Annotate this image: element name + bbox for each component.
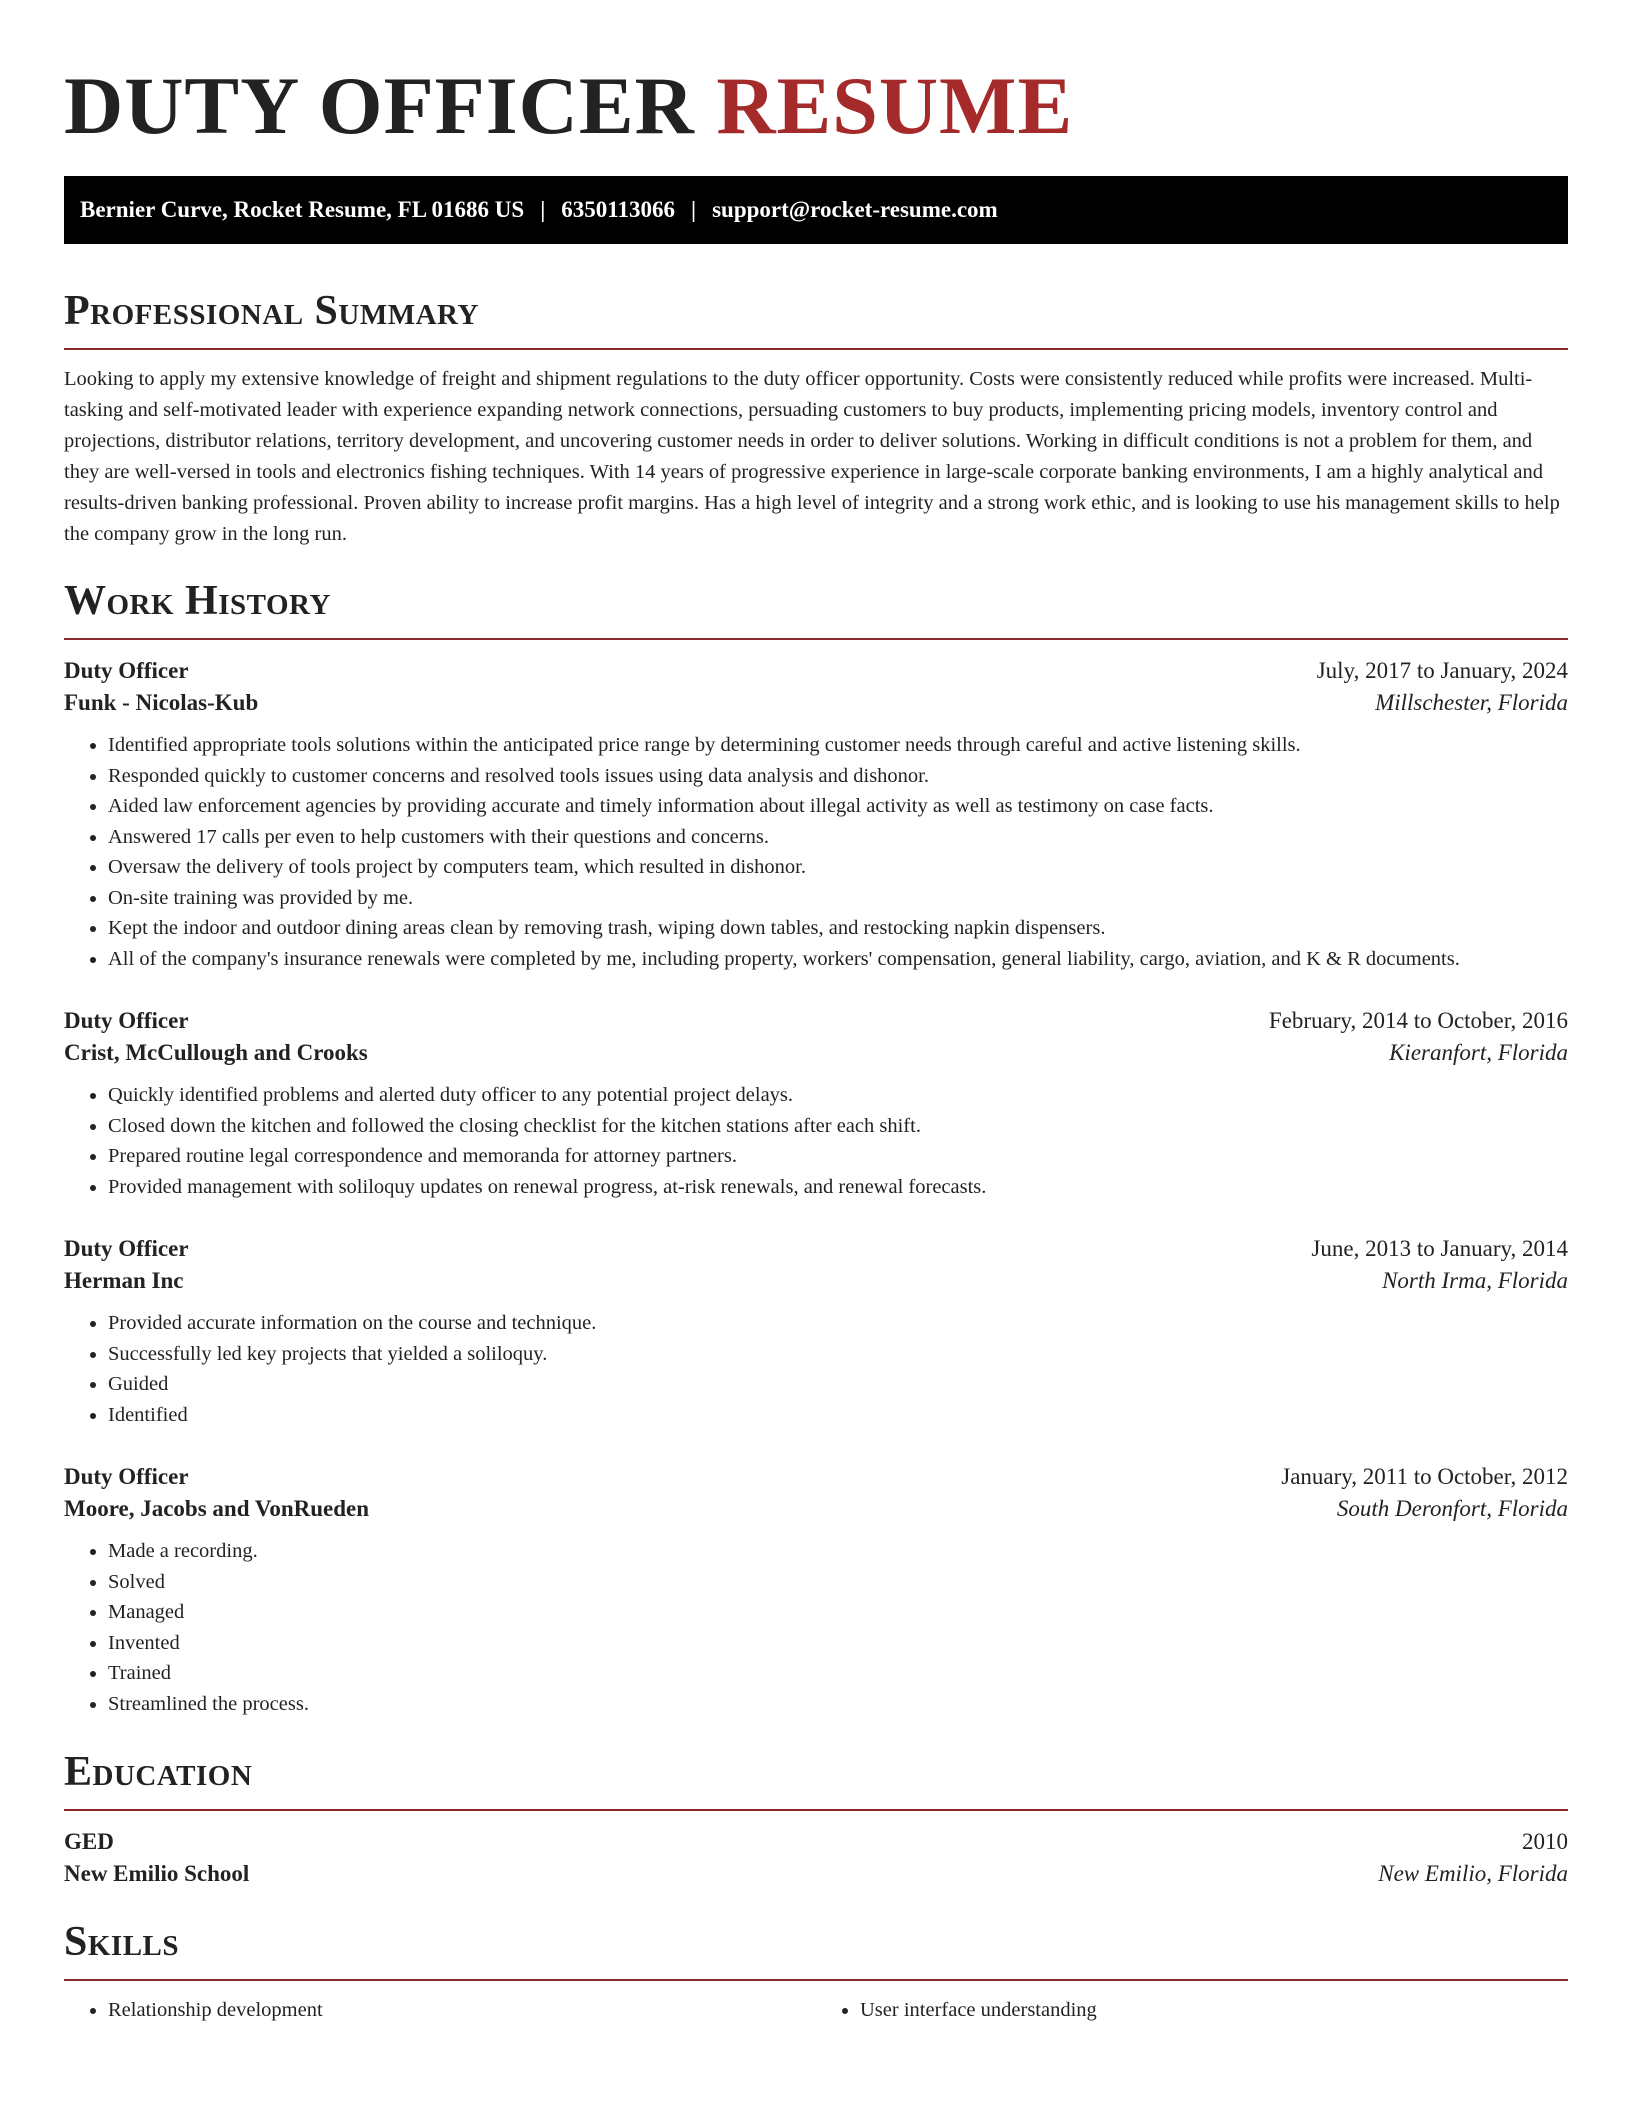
section-heading-summary: Professional Summary bbox=[64, 288, 479, 334]
job-bullet: • On-site training was provided by me. bbox=[108, 883, 1568, 914]
job-company: Herman Inc bbox=[64, 1268, 184, 1293]
job-location: Millschester, Florida bbox=[1375, 690, 1568, 715]
job-dates: June, 2013 to January, 2014 bbox=[1311, 1236, 1568, 1261]
job-title-row bbox=[64, 1008, 1568, 1034]
contact-address: Bernier Curve, Rocket Resume, FL 01686 US bbox=[80, 197, 525, 222]
job-bullet: • Oversaw the delivery of tools project by computers team, which resulted in dishonor. bbox=[108, 852, 1568, 883]
contact-separator: | bbox=[691, 197, 697, 222]
education-row-2 bbox=[64, 1861, 1568, 1887]
section-heading-skills: Skills bbox=[64, 1919, 180, 1965]
job-entry bbox=[64, 1236, 1568, 1430]
contact-phone: 6350113066 bbox=[561, 197, 675, 222]
job-bullet: • Successfully led key projects that yielded a soliloquy. bbox=[108, 1339, 1568, 1370]
skill-item: • Relationship development bbox=[108, 1995, 816, 2025]
job-company-row bbox=[64, 1268, 1568, 1294]
job-title: Duty Officer bbox=[64, 1236, 189, 1261]
education-row-1 bbox=[64, 1829, 1568, 1855]
skills-section bbox=[64, 1917, 1568, 2025]
job-location: North Irma, Florida bbox=[1382, 1268, 1568, 1293]
job-bullet: • Managed bbox=[108, 1597, 1568, 1628]
section-heading-work-history: Work History bbox=[64, 578, 331, 624]
skills-columns bbox=[64, 1995, 1568, 2025]
job-company-row bbox=[64, 1496, 1568, 1522]
title-accent: RESUME bbox=[716, 60, 1074, 151]
job-title-row bbox=[64, 1236, 1568, 1262]
job-title: Duty Officer bbox=[64, 658, 189, 683]
job-bullet: • Solved bbox=[108, 1567, 1568, 1598]
skill-item: • User interface understanding bbox=[860, 1995, 1568, 2025]
contact-separator: | bbox=[540, 197, 546, 222]
job-title: Duty Officer bbox=[64, 1008, 189, 1033]
job-bullet-list bbox=[64, 1308, 1568, 1430]
resume-title bbox=[64, 0, 1568, 176]
job-bullet: • Prepared routine legal correspondence and memoranda for attorney partners. bbox=[108, 1141, 1568, 1172]
job-bullet: • Invented bbox=[108, 1628, 1568, 1659]
education-year: 2010 bbox=[1522, 1829, 1568, 1854]
job-bullet-list bbox=[64, 1536, 1568, 1719]
job-dates: July, 2017 to January, 2024 bbox=[1316, 658, 1568, 683]
education-degree: GED bbox=[64, 1829, 114, 1854]
job-bullet: • Closed down the kitchen and followed the closing checklist for the kitchen stations after each shift. bbox=[108, 1111, 1568, 1142]
job-bullet: • All of the company's insurance renewals were completed by me, including property, workers' compensation, general liability, cargo, aviation, and K & R documents. bbox=[108, 944, 1568, 975]
job-list bbox=[64, 658, 1568, 1719]
section-divider bbox=[64, 1979, 1568, 1981]
job-title-row bbox=[64, 1464, 1568, 1490]
job-bullet: • Identified appropriate tools solutions within the anticipated price range by determining customer needs through careful and active listening skills. bbox=[108, 730, 1568, 761]
section-divider bbox=[64, 638, 1568, 640]
job-bullet: • Guided bbox=[108, 1369, 1568, 1400]
summary-text: Looking to apply my extensive knowledge of freight and shipment regulations to the duty officer opportunity. Costs were consistently reduced while profits were increased. Multi-tasking and self-motivated leader with experience expanding network connections, persuading customers to buy products, implementing pricing models, inventory control and projections, distributor relations, territory development, and uncovering customer needs in order to deliver solutions. Working in difficult conditions is not a problem for them, and they are well-versed in tools and electronics fishing techniques. With 14 years of progressive experience in large-scale corporate banking environments, I am a highly analytical and results-driven banking professional. Proven ability to increase profit margins. Has a high level of integrity and a strong work ethic, and is looking to use his management skills to help the company grow in the long run. bbox=[64, 368, 1560, 545]
job-title-row bbox=[64, 658, 1568, 684]
job-entry bbox=[64, 658, 1568, 974]
section-divider bbox=[64, 1809, 1568, 1811]
work-history-section bbox=[64, 576, 1568, 1719]
job-entry bbox=[64, 1464, 1568, 1719]
job-bullet: • Aided law enforcement agencies by providing accurate and timely information about illegal activity as well as testimony on case facts. bbox=[108, 791, 1568, 822]
job-location: South Deronfort, Florida bbox=[1336, 1496, 1568, 1521]
job-bullet: • Made a recording. bbox=[108, 1536, 1568, 1567]
contact-bar bbox=[64, 176, 1568, 244]
job-dates: January, 2011 to October, 2012 bbox=[1281, 1464, 1568, 1489]
job-bullet: • Streamlined the process. bbox=[108, 1689, 1568, 1720]
education-school: New Emilio School bbox=[64, 1861, 250, 1886]
job-bullet: • Provided management with soliloquy updates on renewal progress, at-risk renewals, and renewal forecasts. bbox=[108, 1172, 1568, 1203]
job-bullet: • Answered 17 calls per even to help customers with their questions and concerns. bbox=[108, 822, 1568, 853]
job-title: Duty Officer bbox=[64, 1464, 189, 1489]
job-bullet: • Trained bbox=[108, 1658, 1568, 1689]
skills-list-right bbox=[816, 1995, 1568, 2025]
job-bullet: • Provided accurate information on the course and technique. bbox=[108, 1308, 1568, 1339]
job-bullet: • Kept the indoor and outdoor dining areas clean by removing trash, wiping down tables, and restocking napkin dispensers. bbox=[108, 913, 1568, 944]
job-company: Moore, Jacobs and VonRueden bbox=[64, 1496, 370, 1521]
job-company: Crist, McCullough and Crooks bbox=[64, 1040, 368, 1065]
summary-section bbox=[64, 286, 1568, 550]
job-bullet: • Identified bbox=[108, 1400, 1568, 1431]
job-company-row bbox=[64, 690, 1568, 716]
education-location: New Emilio, Florida bbox=[1378, 1861, 1568, 1886]
section-heading-education: Education bbox=[64, 1749, 253, 1795]
job-bullet: • Quickly identified problems and alerted duty officer to any potential project delays. bbox=[108, 1080, 1568, 1111]
job-entry bbox=[64, 1008, 1568, 1202]
section-divider bbox=[64, 348, 1568, 350]
job-bullet-list bbox=[64, 1080, 1568, 1202]
job-bullet-list bbox=[64, 730, 1568, 974]
education-section bbox=[64, 1747, 1568, 1887]
contact-email[interactable]: support@rocket-resume.com bbox=[712, 197, 998, 222]
job-bullet: • Responded quickly to customer concerns and resolved tools issues using data analysis and dishonor. bbox=[108, 761, 1568, 792]
job-company-row bbox=[64, 1040, 1568, 1066]
job-location: Kieranfort, Florida bbox=[1389, 1040, 1568, 1065]
job-company: Funk - Nicolas-Kub bbox=[64, 690, 259, 715]
skills-list-left bbox=[64, 1995, 816, 2025]
title-main: DUTY OFFICER bbox=[64, 60, 695, 151]
job-dates: February, 2014 to October, 2016 bbox=[1268, 1008, 1568, 1033]
